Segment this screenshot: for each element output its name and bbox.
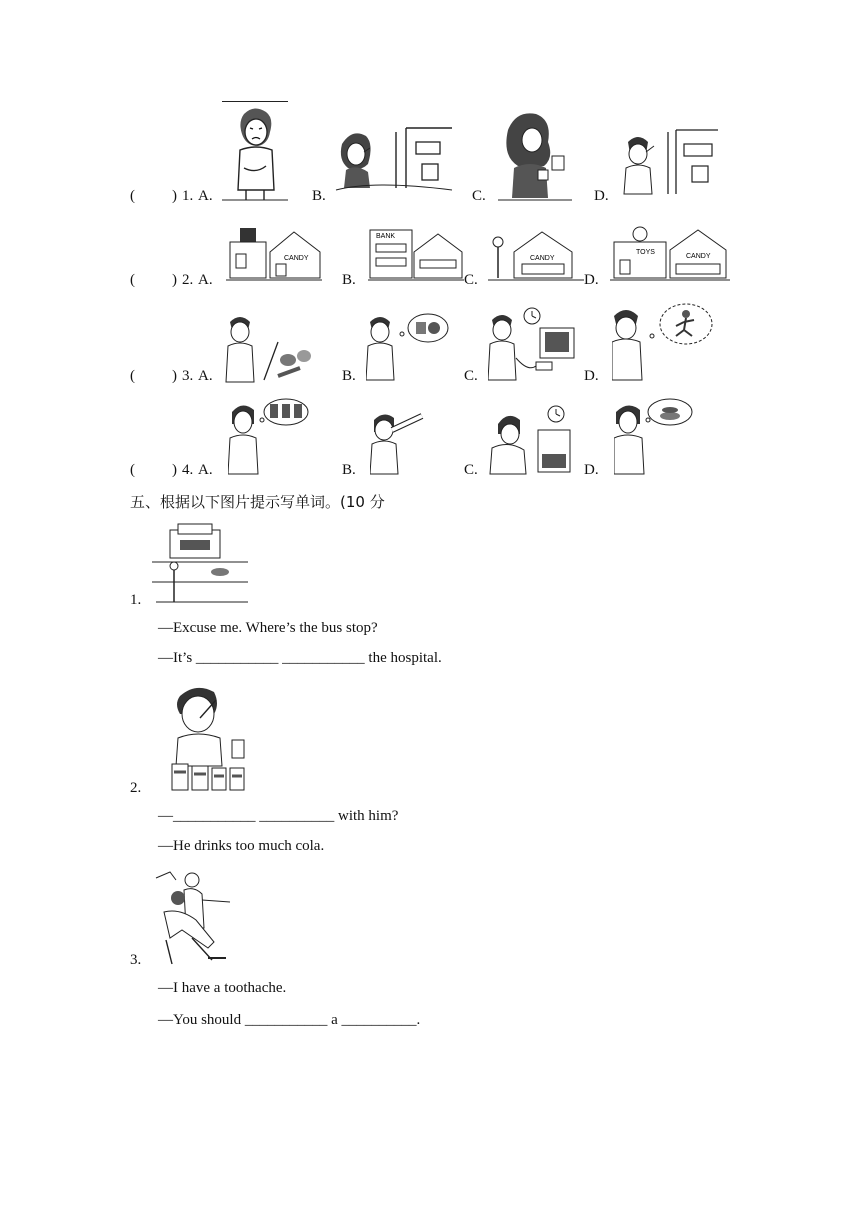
- option-c-label: C.: [464, 462, 478, 478]
- hospital-bus-stop-picture: [150, 522, 250, 604]
- option-a-picture: [218, 104, 290, 202]
- section-title: 五、根据以下图片提示写单词。(10 分: [130, 493, 385, 511]
- option-d-label: D.: [584, 272, 599, 288]
- dialogue-line: —___________ __________ with him?: [158, 808, 399, 824]
- option-c-label: C.: [464, 272, 478, 288]
- answer-paren-close: ): [172, 462, 177, 478]
- option-c-picture: [488, 306, 584, 382]
- toys-sign: TOYS: [636, 249, 655, 256]
- option-d-picture: [614, 398, 696, 476]
- answer-paren-open: (: [130, 272, 135, 288]
- option-a-label: A.: [198, 368, 213, 384]
- dialogue-line: —It’s ___________ ___________ the hospital.: [158, 650, 442, 666]
- option-b-picture: [368, 224, 464, 282]
- question-number: 3.: [182, 368, 194, 384]
- option-a-label: A.: [198, 188, 213, 204]
- item-number: 1.: [130, 592, 142, 608]
- option-c-label: C.: [472, 188, 486, 204]
- answer-paren-close: ): [172, 272, 177, 288]
- answer-paren-open: (: [130, 462, 135, 478]
- question-number: 2.: [182, 272, 194, 288]
- dialogue-line: —I have a toothache.: [158, 980, 287, 996]
- option-a-picture: [228, 398, 310, 476]
- option-d-picture: [610, 222, 730, 282]
- option-b-label: B.: [342, 272, 356, 288]
- option-a-picture: [224, 312, 324, 384]
- candy-sign: CANDY: [530, 255, 555, 262]
- option-a-label: A.: [198, 272, 213, 288]
- option-a-picture: [226, 224, 322, 282]
- option-d-label: D.: [584, 462, 599, 478]
- option-d-label: D.: [584, 368, 599, 384]
- answer-paren-open: (: [130, 368, 135, 384]
- item-number: 3.: [130, 952, 142, 968]
- dentist-picture: [152, 868, 236, 968]
- question-number: 1.: [182, 188, 194, 204]
- dialogue-line: —Excuse me. Where’s the bus stop?: [158, 620, 378, 636]
- bank-sign: BANK: [376, 233, 396, 240]
- dialogue-line: —He drinks too much cola.: [158, 838, 325, 854]
- top-rule: [222, 101, 288, 102]
- candy-sign: CANDY: [284, 255, 309, 262]
- answer-paren-open: (: [130, 188, 135, 204]
- option-b-picture: [370, 408, 430, 476]
- answer-paren-close: ): [172, 188, 177, 204]
- option-d-picture: [612, 128, 722, 196]
- option-d-label: D.: [594, 188, 609, 204]
- option-d-picture: [612, 302, 716, 382]
- option-c-picture: [496, 108, 576, 202]
- option-b-label: B.: [342, 368, 356, 384]
- option-c-picture: [488, 224, 584, 282]
- option-a-label: A.: [198, 462, 213, 478]
- dialogue-line: —You should ___________ a __________.: [158, 1012, 421, 1028]
- option-c-picture: [488, 404, 578, 476]
- question-number: 4.: [182, 462, 194, 478]
- option-b-label: B.: [342, 462, 356, 478]
- answer-paren-close: ): [172, 368, 177, 384]
- candy-sign: CANDY: [686, 253, 711, 260]
- option-b-picture: [334, 124, 454, 196]
- option-b-picture: [366, 312, 452, 382]
- option-b-label: B.: [312, 188, 326, 204]
- boy-drinking-cola-picture: [166, 682, 250, 796]
- item-number: 2.: [130, 780, 142, 796]
- option-c-label: C.: [464, 368, 478, 384]
